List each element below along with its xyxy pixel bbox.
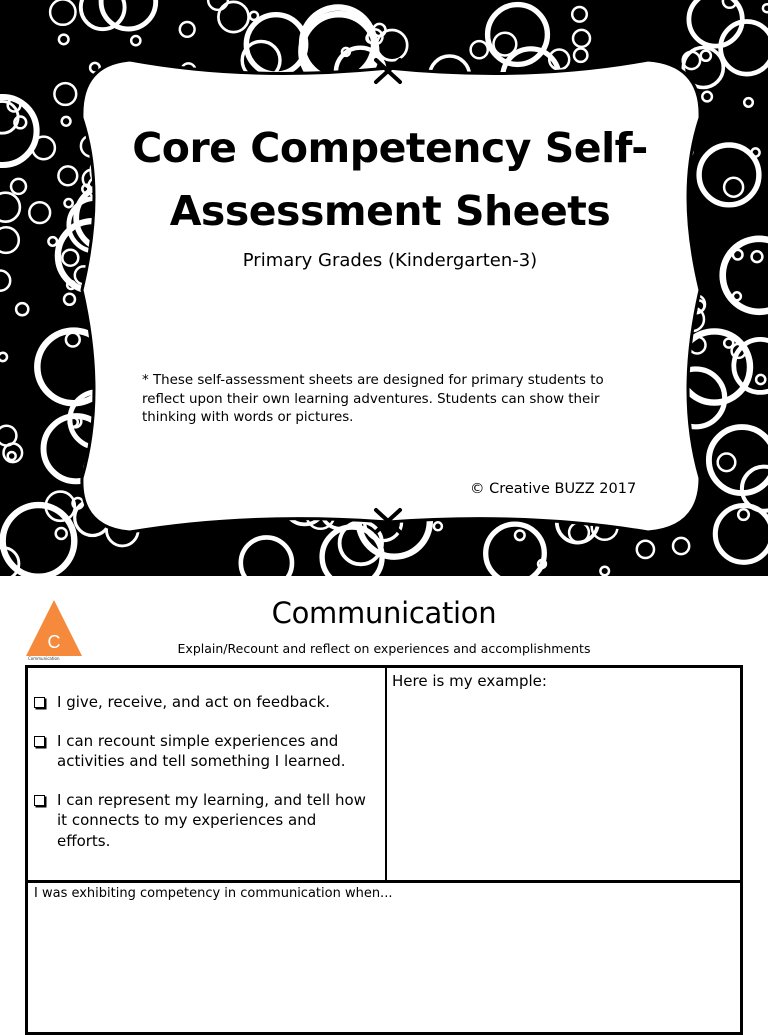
cover-title-line-1: Core Competency Self- [132, 124, 648, 172]
row-divider [28, 880, 740, 883]
sheet-title: Communication [271, 596, 497, 630]
example-box-label: Here is my example: [392, 672, 547, 690]
copyright-text: © Creative BUZZ 2017 [470, 481, 637, 497]
checkbox-icon[interactable] [34, 736, 45, 747]
checklist-item[interactable] [34, 790, 374, 852]
cover-title-line-2: Assessment Sheets [169, 187, 611, 235]
checklist [34, 692, 374, 869]
assessment-table [25, 665, 743, 1035]
checklist-item-text: I can recount simple experiences and activities and tell something I learned. [57, 731, 346, 770]
checklist-item[interactable] [34, 692, 374, 713]
checkbox-icon[interactable] [34, 697, 45, 708]
sheet-subtitle: Explain/Recount and reflect on experiences and accomplishments [177, 641, 591, 656]
column-divider [385, 668, 387, 882]
checkbox-icon[interactable] [34, 795, 45, 806]
checklist-item-text: I give, receive, and act on feedback. [57, 693, 331, 711]
cover-note: * These self-assessment sheets are designed for primary students to reflect upon their own learning adventures. Students can show their thinking with words or pictures. [142, 373, 604, 425]
logo-letter: C [47, 632, 61, 652]
cover-subtitle: Primary Grades (Kindergarten-3) [242, 250, 538, 271]
logo-caption: Communication [28, 656, 60, 661]
checklist-item[interactable] [34, 731, 374, 772]
checklist-item-text: I can represent my learning, and tell how it connects to my experiences and efforts. [57, 790, 366, 850]
communication-sheet [0, 576, 768, 1024]
exhibit-box-label: I was exhibiting competency in communication when... [34, 886, 393, 901]
